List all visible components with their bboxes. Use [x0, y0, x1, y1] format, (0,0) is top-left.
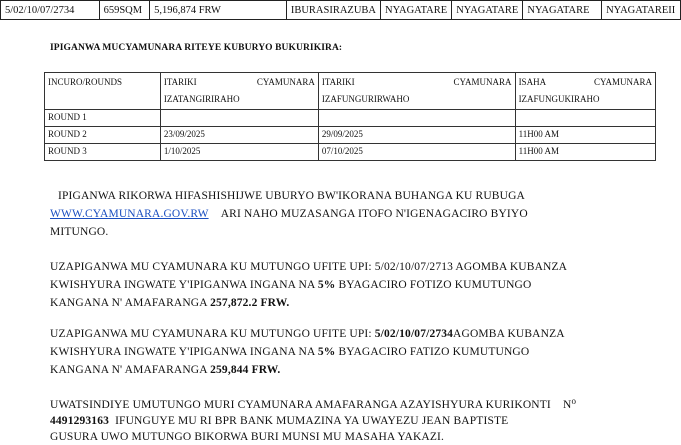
- deposit-paragraph-2734: [50, 325, 652, 379]
- paragraph-line: UZAPIGANWA MU CYAMUNARA KU MUTUNGO UFITE UPI: 5/02/10/07/2713 AGOMBA KUBANZA: [50, 261, 568, 273]
- village-cell: NYAGATAREII: [602, 1, 681, 20]
- auction-rounds-table: [44, 72, 656, 161]
- area-cell: 659SQM: [99, 1, 149, 20]
- deposit-percent: 5%: [317, 279, 336, 291]
- upi-cell: 5/02/10/07/2734: [1, 1, 100, 20]
- header-text: ITARIKI: [321, 77, 355, 87]
- paragraph-line: [50, 414, 652, 429]
- paragraph-text: IFUNGUYE MU RI BPR BANK MUMAZINA YA UWAYEZU JEAN BAPTISTE: [115, 415, 509, 427]
- paragraph-text: AGOMBA KUBANZA: [453, 328, 565, 340]
- rounds-heading: IPIGANWA MUCYAMUNARA RITEYE KUBURYO BUKURIKIRA:: [50, 43, 343, 53]
- header-text: ITARIKI: [163, 77, 197, 87]
- online-auction-paragraph: [50, 187, 652, 241]
- number-abbrev-sup: o: [571, 396, 577, 406]
- district-cell: NYAGATARE: [381, 1, 452, 20]
- header-start-date: [160, 73, 318, 110]
- header-text: INCURO/ROUNDS: [48, 77, 123, 87]
- header-text: IZATANGIRIRAHO: [163, 94, 240, 104]
- paragraph-text: KANGANA N' AMAFARANGA: [50, 297, 208, 309]
- header-open-time: [515, 73, 655, 110]
- number-abbrev: N: [563, 399, 572, 411]
- account-number: 4491293163: [50, 415, 109, 427]
- table-row: [45, 127, 656, 144]
- header-rounds: [45, 73, 161, 110]
- paragraph-line: [50, 325, 652, 343]
- deposit-amount: 259,844 FRW.: [210, 364, 281, 376]
- paragraph-text: KWISHYURA INGWATE Y'IPIGANWA INGANA NA: [50, 279, 315, 291]
- paragraph-text: ARI NAHO MUZASANGA ITOFO N'IGENAGACIRO BYIYO: [220, 208, 528, 220]
- deposit-amount: 257,872.2 FRW.: [210, 297, 290, 309]
- header-text: IZAFUNGUKIRAHO: [518, 94, 600, 104]
- header-text: CYAMUNARA: [453, 77, 512, 87]
- paragraph-line: [50, 343, 652, 361]
- deposit-percent: 5%: [317, 346, 336, 358]
- payment-paragraph: [50, 392, 652, 445]
- table-row: [45, 110, 656, 127]
- round-cell: ROUND 2: [45, 127, 161, 144]
- table-row: [45, 144, 656, 161]
- cell-cell: NYAGATARE: [523, 1, 602, 20]
- upi-number: 5/02/10/07/2734: [374, 328, 454, 340]
- paragraph-text: UWATSINDIYE UMUTUNGO MURI CYAMUNARA AMAFARANGA AZAYISHYURA KURIKONTI: [50, 399, 551, 411]
- province-cell: IBURASIRAZUBA: [286, 1, 380, 20]
- open-date-cell: 07/10/2025: [318, 144, 515, 161]
- value-cell: 5,196,874 FRW: [150, 1, 287, 20]
- property-summary-table: [0, 0, 681, 20]
- header-text: ISAHA: [518, 77, 547, 87]
- header-text: CYAMUNARA: [593, 77, 652, 87]
- paragraph-text: BYAGACIRO FOTIZO KUMUTUNGO: [338, 279, 532, 291]
- paragraph-text: UZAPIGANWA MU CYAMUNARA KU MUTUNGO UFITE UPI:: [50, 328, 372, 340]
- round-cell: ROUND 3: [45, 144, 161, 161]
- start-date-cell: 1/10/2025: [160, 144, 318, 161]
- time-cell: 11H00 AM: [515, 144, 655, 161]
- table-row: [1, 1, 681, 20]
- paragraph-line: IPIGANWA RIKORWA HIFASHISHIJWE UBURYO BW'IKORANA BUHANGA KU RUBUGA: [58, 190, 525, 202]
- paragraph-text: KANGANA N' AMAFARANGA: [50, 364, 208, 376]
- round-cell: ROUND 1: [45, 110, 161, 127]
- paragraph-line: MITUNGO.: [50, 226, 109, 238]
- open-date-cell: [318, 110, 515, 127]
- open-date-cell: 29/09/2025: [318, 127, 515, 144]
- deposit-paragraph-2713: [50, 258, 652, 312]
- header-open-date: [318, 73, 515, 110]
- paragraph-line: [50, 294, 652, 312]
- paragraph-line: [50, 361, 652, 379]
- paragraph-line: [50, 392, 652, 414]
- header-text: CYAMUNARA: [256, 77, 315, 87]
- header-text: IZAFUNGURIRWAHO: [321, 94, 410, 104]
- cyamunara-website-link[interactable]: WWW.CYAMUNARA.GOV.RW: [50, 208, 209, 220]
- table-header-row: [45, 73, 656, 110]
- time-cell: 11H00 AM: [515, 127, 655, 144]
- sector-cell: NYAGATARE: [452, 1, 523, 20]
- time-cell: [515, 110, 655, 127]
- paragraph-text: BYAGACIRO FATIZO KUMUTUNGO: [338, 346, 530, 358]
- start-date-cell: 23/09/2025: [160, 127, 318, 144]
- paragraph-text: KWISHYURA INGWATE Y'IPIGANWA INGANA NA: [50, 346, 315, 358]
- paragraph-line: GUSURA UWO MUTUNGO BIKORWA BURI MUNSI MU MASAHA YAKAZI.: [50, 431, 445, 443]
- paragraph-line: [50, 276, 652, 294]
- paragraph-line: [50, 205, 652, 223]
- start-date-cell: [160, 110, 318, 127]
